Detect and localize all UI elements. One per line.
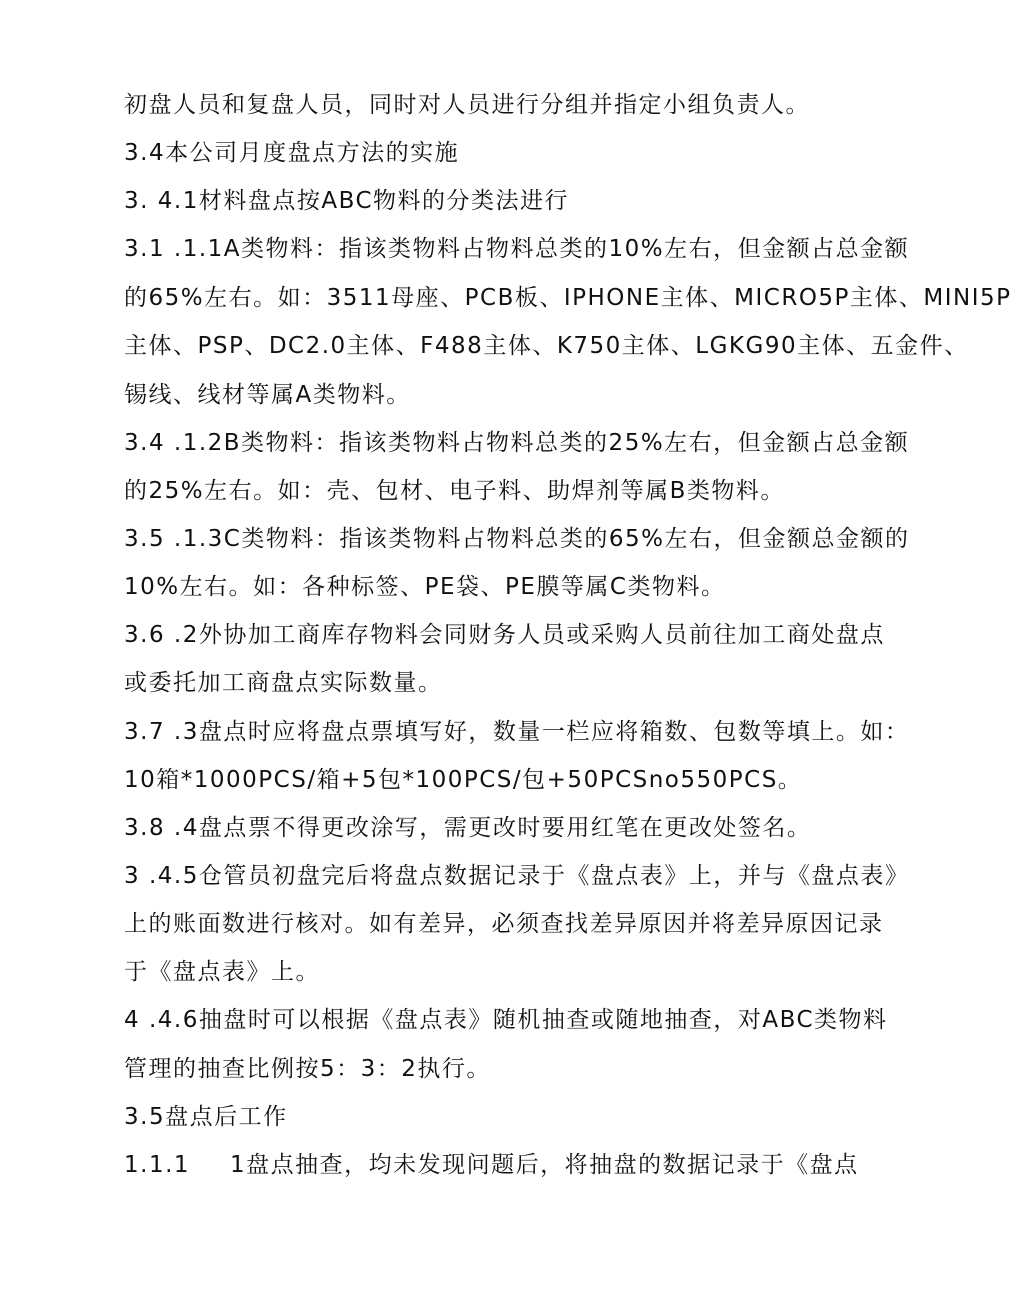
paragraph-line: 3.6 .2外协加工商库存物料会同财务人员或采购人员前往加工商处盘点 [124,622,885,648]
section-heading: 3.4本公司月度盘点方法的实施 [124,140,460,166]
paragraph-line: 或委托加工商盘点实际数量。 [124,670,443,696]
subsection-heading: 3. 4.1材料盘点按ABC物料的分类法进行 [124,188,570,214]
clause-text: 1盘点抽查，均未发现问题后，将抽盘的数据记录于《盘点 [230,1152,859,1178]
paragraph-line: 于《盘点表》上。 [124,959,320,985]
paragraph-line: 主体、PSP、DC2.0主体、F488主体、K750主体、LGKG90主体、五金件、 [124,333,969,359]
paragraph-line: 锡线、线材等属A类物料。 [124,382,411,408]
paragraph-line: 初盘人员和复盘人员，同时对人员进行分组并指定小组负责人。 [124,92,810,118]
paragraph-line: 10箱*1000PCS/箱+5包*100PCS/包+50PCSno550PCS。 [124,767,803,793]
paragraph-line: 3.1 .1.1A类物料：指该类物料占物料总类的10%左右，但金额占总金额 [124,236,910,262]
paragraph-line: 管理的抽查比例按5：3：2执行。 [124,1056,491,1082]
paragraph-line: 3.7 .3盘点时应将盘点票填写好，数量一栏应将箱数、包数等填上。如： [124,719,910,745]
paragraph-line: 3.5 .1.3C类物料：指该类物料占物料总类的65%左右，但金额总金额的 [124,526,910,552]
paragraph-line: 3.4 .1.2B类物料：指该类物料占物料总类的25%左右，但金额占总金额 [124,430,910,456]
clause-number: 1.1.1 [124,1152,191,1178]
paragraph-line: 的65%左右。如：3511母座、PCB板、IPHONE主体、MICRO5P主体、MINI5P [124,285,1012,311]
paragraph-line: 10%左右。如：各种标签、PE袋、PE膜等属C类物料。 [124,574,726,600]
paragraph-line: 3.8 .4盘点票不得更改涂写，需更改时要用红笔在更改处签名。 [124,815,812,841]
paragraph-line: 3 .4.5仓管员初盘完后将盘点数据记录于《盘点表》上，并与《盘点表》 [124,863,910,889]
section-heading: 3.5盘点后工作 [124,1104,288,1130]
paragraph-line: 的25%左右。如：壳、包材、电子料、助焊剂等属B类物料。 [124,478,785,504]
paragraph-line: 上的账面数进行核对。如有差异，必须查找差异原因并将差异原因记录 [124,911,884,937]
paragraph-line: 4 .4.6抽盘时可以根据《盘点表》随机抽查或随地抽查，对ABC类物料 [124,1007,888,1033]
